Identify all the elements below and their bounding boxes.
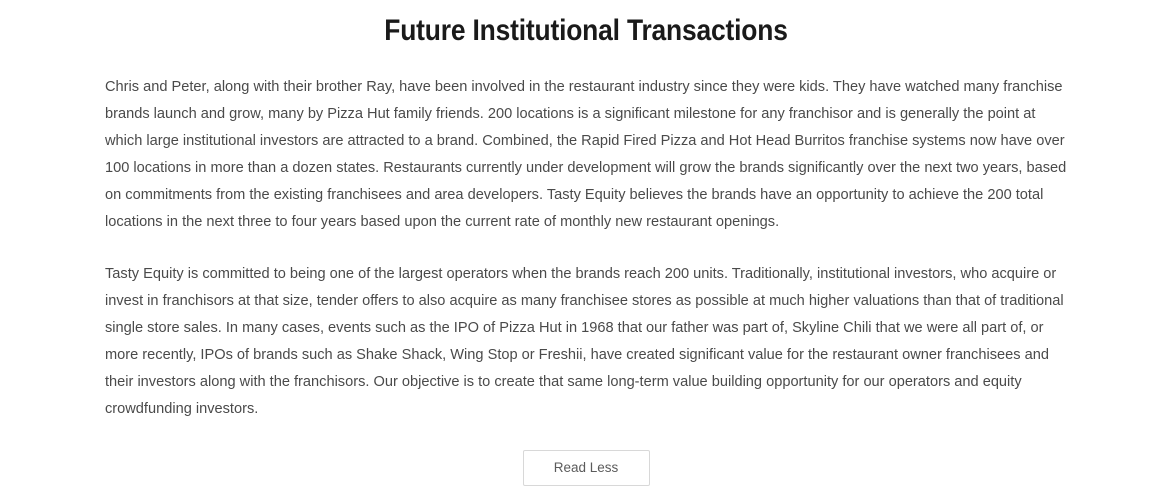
article-body	[105, 50, 1067, 423]
page-title: Future Institutional Transactions	[384, 14, 788, 47]
read-less-button[interactable]: Read Less	[523, 450, 650, 486]
paragraph-2: Tasty Equity is committed to being one of the largest operators when the brands reach 200 units. Traditionally, institutional investors, who acquire or invest in franchisors at that size, tender offers to also acquire as many franchisee stores as possible at much higher valuations than that of traditional single store sales. In many cases, events such as the IPO of Pizza Hut in 1968 that our father was part of, Skyline Chili that we were all part of, or more recently, IPOs of brands such as Shake Shack, Wing Stop or Freshii, have created significant value for the restaurant owner franchisees and their investors along with the franchisors. Our objective is to create that same long-term value building opportunity for our operators and equity crowdfunding investors.	[105, 266, 1064, 417]
button-row	[0, 450, 1172, 486]
paragraph-1: Chris and Peter, along with their brother Ray, have been involved in the restaurant industry since they were kids. They have watched many franchise brands launch and grow, many by Pizza Hut family friends. 200 locations is a significant milestone for any franchisor and is generally the point at which large institutional investors are attracted to a brand. Combined, the Rapid Fired Pizza and Hot Head Burritos franchise systems now have over 100 locations in more than a dozen states. Restaurants currently under development will grow the brands significantly over the next two years, based on commitments from the existing franchisees and area developers. Tasty Equity believes the brands have an opportunity to achieve the 200 total locations in the next three to four years based upon the current rate of monthly new restaurant openings.	[105, 79, 1067, 230]
